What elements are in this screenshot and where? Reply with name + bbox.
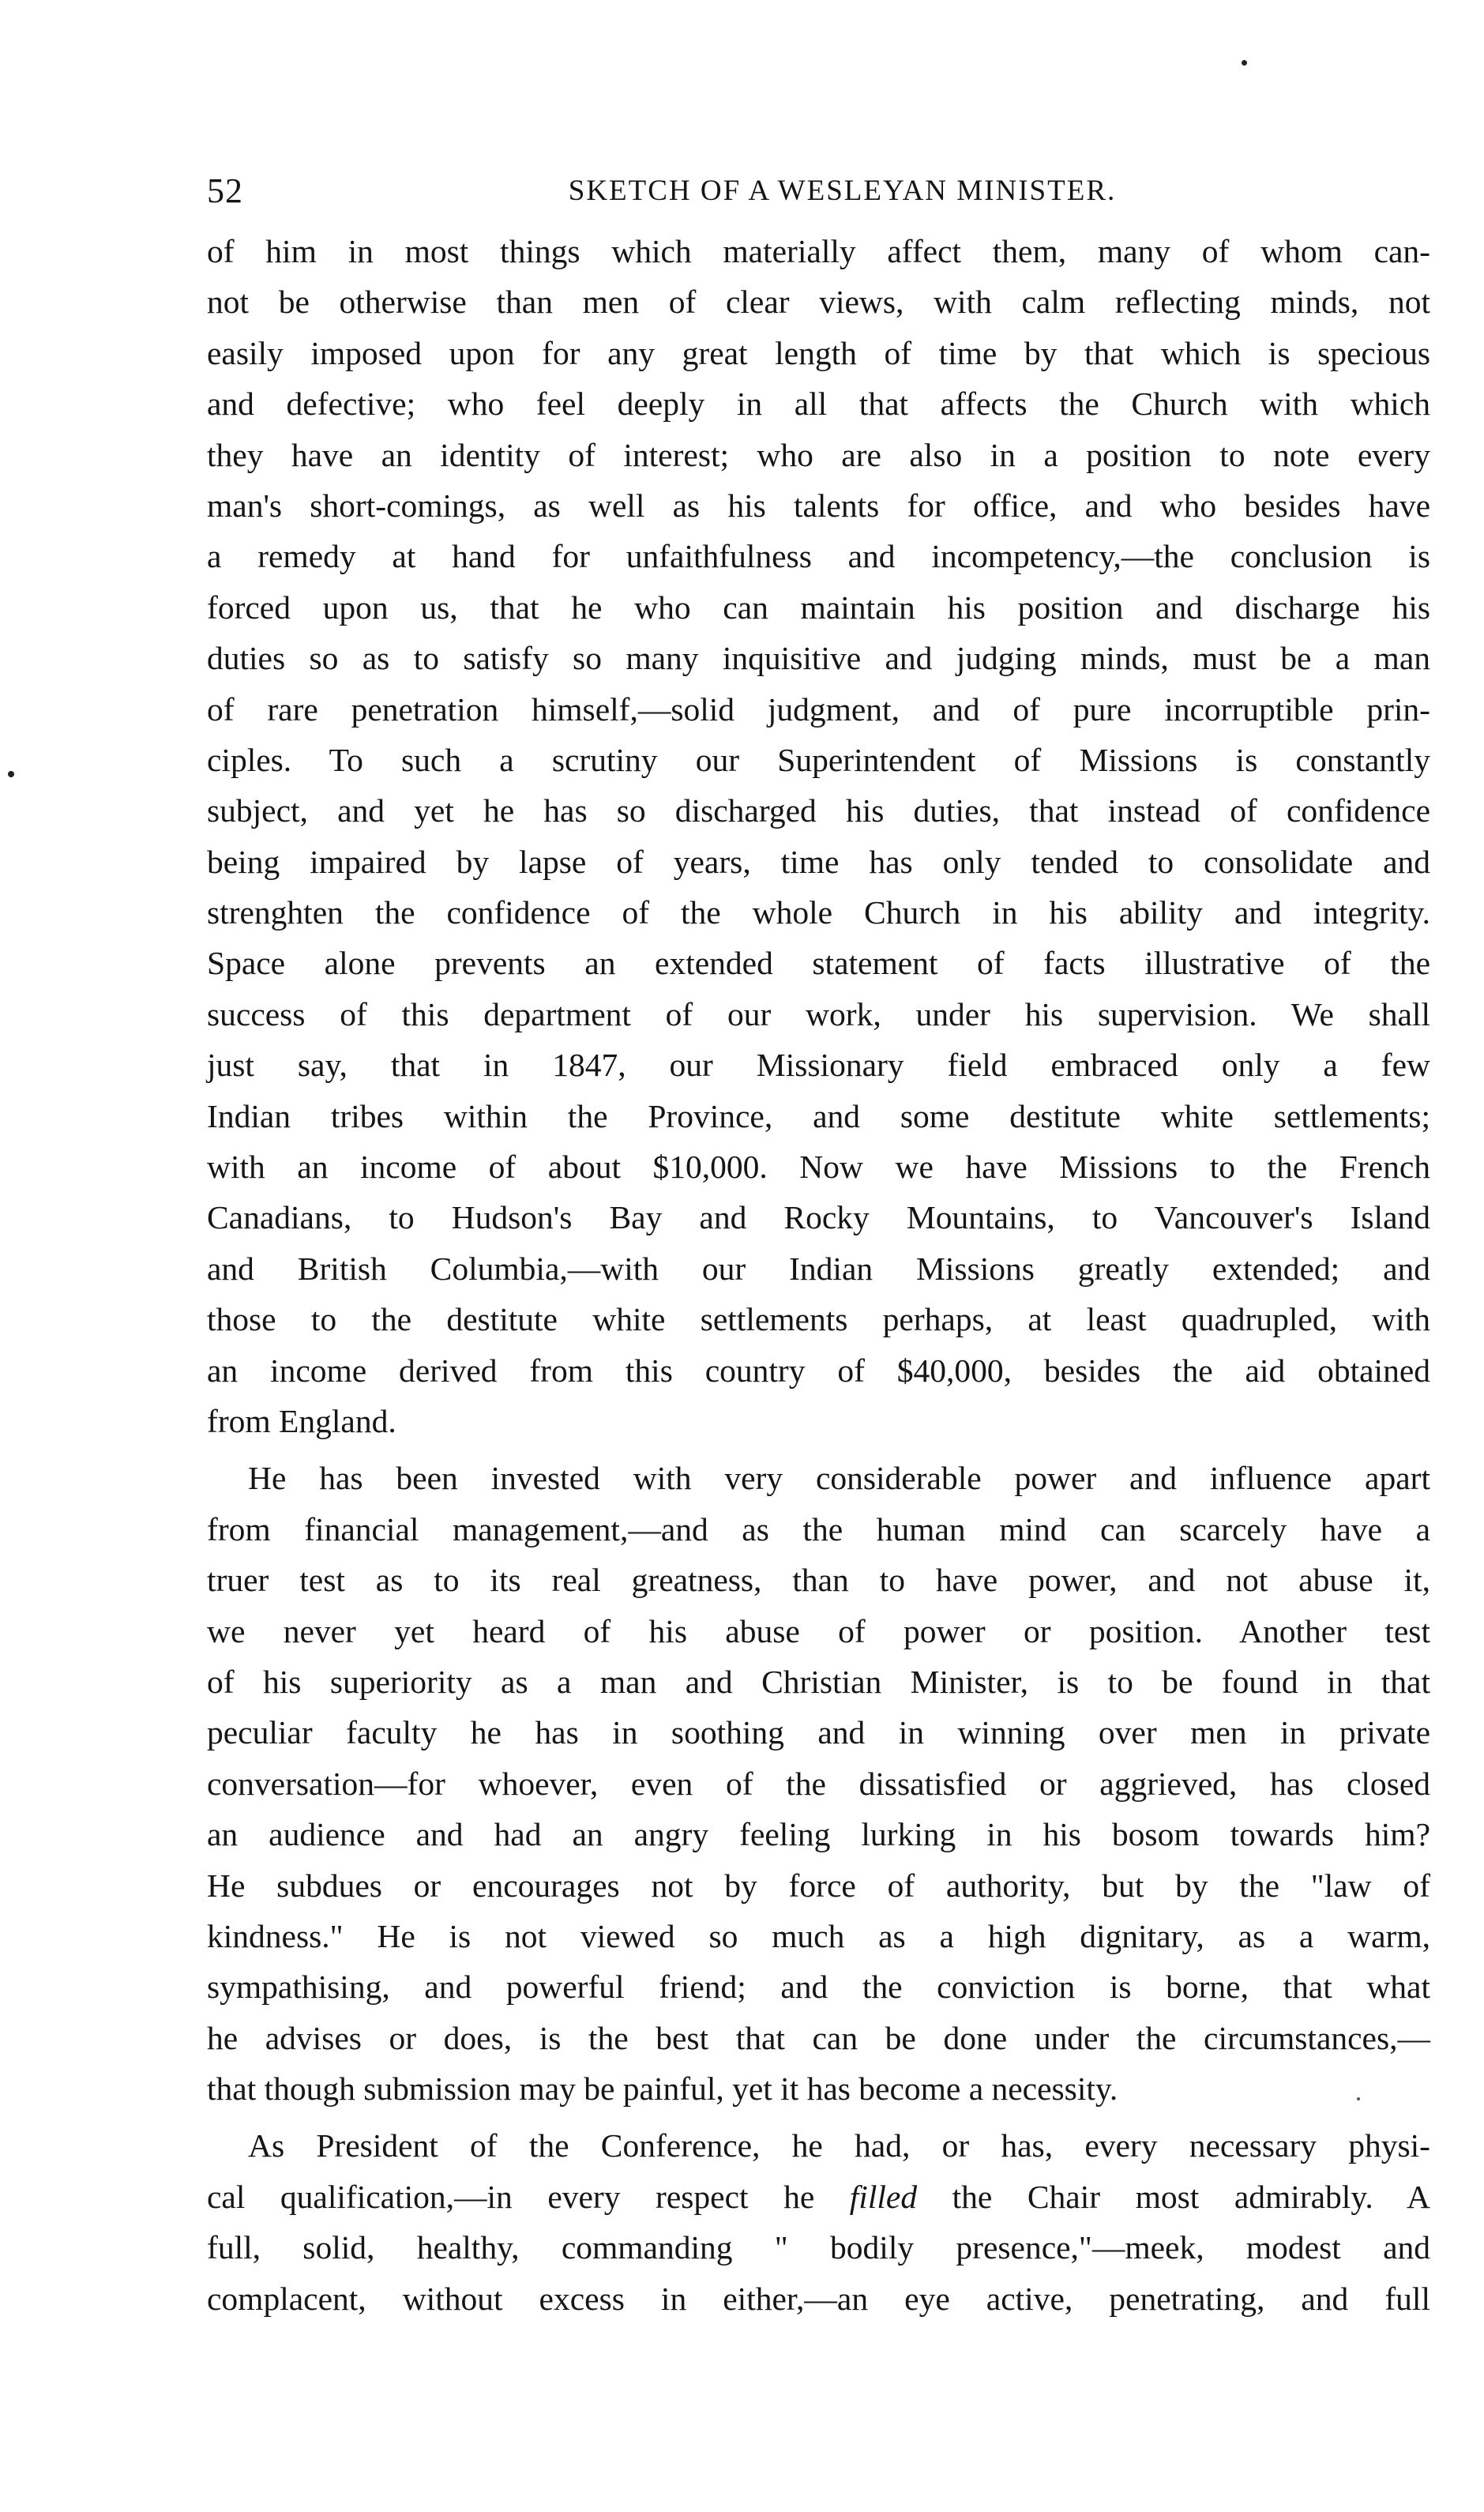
text-line: conversation—for whoever, even of the dissatisfied or aggrieved, has closed — [207, 1765, 1430, 1802]
text-line: complacent, without excess in either,—an eye active, penetrating, and full — [207, 2280, 1430, 2317]
text-line: sympathising, and powerful friend; and the conviction is borne, that what — [207, 1969, 1430, 2006]
running-title: SKETCH OF A WESLEYAN MINISTER. — [568, 175, 1117, 207]
paragraph-2 — [207, 1453, 1430, 2114]
text-line: being impaired by lapse of years, time has only tended to consolidate and — [207, 843, 1430, 880]
text-line: of rare penetration himself,—solid judgment, and of pure incorruptible prin- — [207, 690, 1430, 728]
text-line: duties so as to satisfy so many inquisitive and judging minds, must be a man — [207, 640, 1430, 677]
text-line: of his superiority as a man and Christian Minister, is to be found in that — [207, 1663, 1430, 1700]
text-line: full, solid, healthy, commanding " bodily presence,"—meek, modest and — [207, 2229, 1430, 2266]
text-line: Canadians, to Hudson's Bay and Rocky Mountains, to Vancouver's Island — [207, 1199, 1430, 1236]
text-line: just say, that in 1847, our Missionary field embraced only a few — [207, 1047, 1430, 1084]
text-line: forced upon us, that he who can maintain his position and discharge his — [207, 589, 1430, 626]
paragraph-gap — [207, 1446, 1430, 1453]
text-line: and defective; who feel deeply in all that affects the Church with which — [207, 385, 1430, 423]
text-line: peculiar faculty he has in soothing and in winning over men in private — [207, 1714, 1430, 1751]
text-line: they have an identity of interest; who are also in a position to note every — [207, 436, 1430, 473]
text-line: kindness." He is not viewed so much as a high dignitary, as a warm, — [207, 1917, 1430, 1954]
text-line: from England. — [207, 1402, 396, 1439]
text-line: an income derived from this country of $40,000, besides the aid obtained — [207, 1352, 1430, 1389]
text-line: of him in most things which materially affect them, many of whom can- — [207, 233, 1430, 269]
text-line: As President of the Conference, he had, or has, every necessary physi- — [248, 2127, 1430, 2164]
text-line: success of this department of our work, under his supervision. We shall — [207, 995, 1430, 1032]
text-line: a remedy at hand for unfaithfulness and incompetency,—the conclusion is — [207, 538, 1430, 575]
text-run: the Chair most admirably. A — [917, 2178, 1430, 2215]
page-number: 52 — [207, 171, 243, 210]
text-line: he advises or does, is the best that can be done under the circumstances,— — [207, 2019, 1430, 2056]
text-line: Space alone prevents an extended statement of facts illustrative of the — [207, 945, 1430, 982]
text-line: Indian tribes within the Province, and some destitute white settlements; — [207, 1097, 1430, 1134]
paragraph-gap — [207, 2114, 1430, 2120]
text-line: He subdues or encourages not by force of authority, but by the "law of — [207, 1867, 1430, 1904]
text-line: an audience and had an angry feeling lurking in his bosom towards him? — [207, 1816, 1430, 1853]
text-line: man's short-comings, as well as his talents for office, and who besides have — [207, 487, 1430, 524]
text-line — [207, 2172, 1430, 2222]
ink-speck — [8, 771, 14, 777]
text-line: He has been invested with very considerable power and influence apart — [248, 1460, 1430, 1497]
body-text — [207, 226, 1430, 2324]
page-header — [207, 167, 1430, 215]
text-run: cal qualification,—in every respect he — [207, 2178, 850, 2215]
italic-word: filled — [849, 2178, 918, 2215]
text-line: strenghten the confidence of the whole Church in his ability and integrity. — [207, 894, 1430, 931]
text-line: that though submission may be painful, yet it has become a necessity. — [207, 2070, 1118, 2108]
text-line: subject, and yet he has so discharged his duties, that instead of confidence — [207, 792, 1430, 829]
text-line: ciples. To such a scrutiny our Superintendent of Missions is constantly — [207, 741, 1430, 778]
text-line: we never yet heard of his abuse of power or position. Another test — [207, 1612, 1430, 1649]
text-line: those to the destitute white settlements perhaps, at least quadrupled, with — [207, 1301, 1430, 1338]
paragraph-1 — [207, 226, 1430, 1446]
text-line: truer test as to its real greatness, than to have power, and not abuse it, — [207, 1562, 1430, 1599]
text-line: easily imposed upon for any great length of time by that which is specious — [207, 334, 1430, 371]
paragraph-3 — [207, 2120, 1430, 2324]
text-line: from financial management,—and as the human mind can scarcely have a — [207, 1510, 1430, 1547]
text-line: and British Columbia,—with our Indian Missions greatly extended; and — [207, 1250, 1430, 1287]
ink-speck — [1242, 60, 1247, 66]
text-line: not be otherwise than men of clear views, with calm reflecting minds, not — [207, 284, 1430, 321]
text-line: with an income of about $10,000. Now we have Missions to the French — [207, 1149, 1430, 1186]
